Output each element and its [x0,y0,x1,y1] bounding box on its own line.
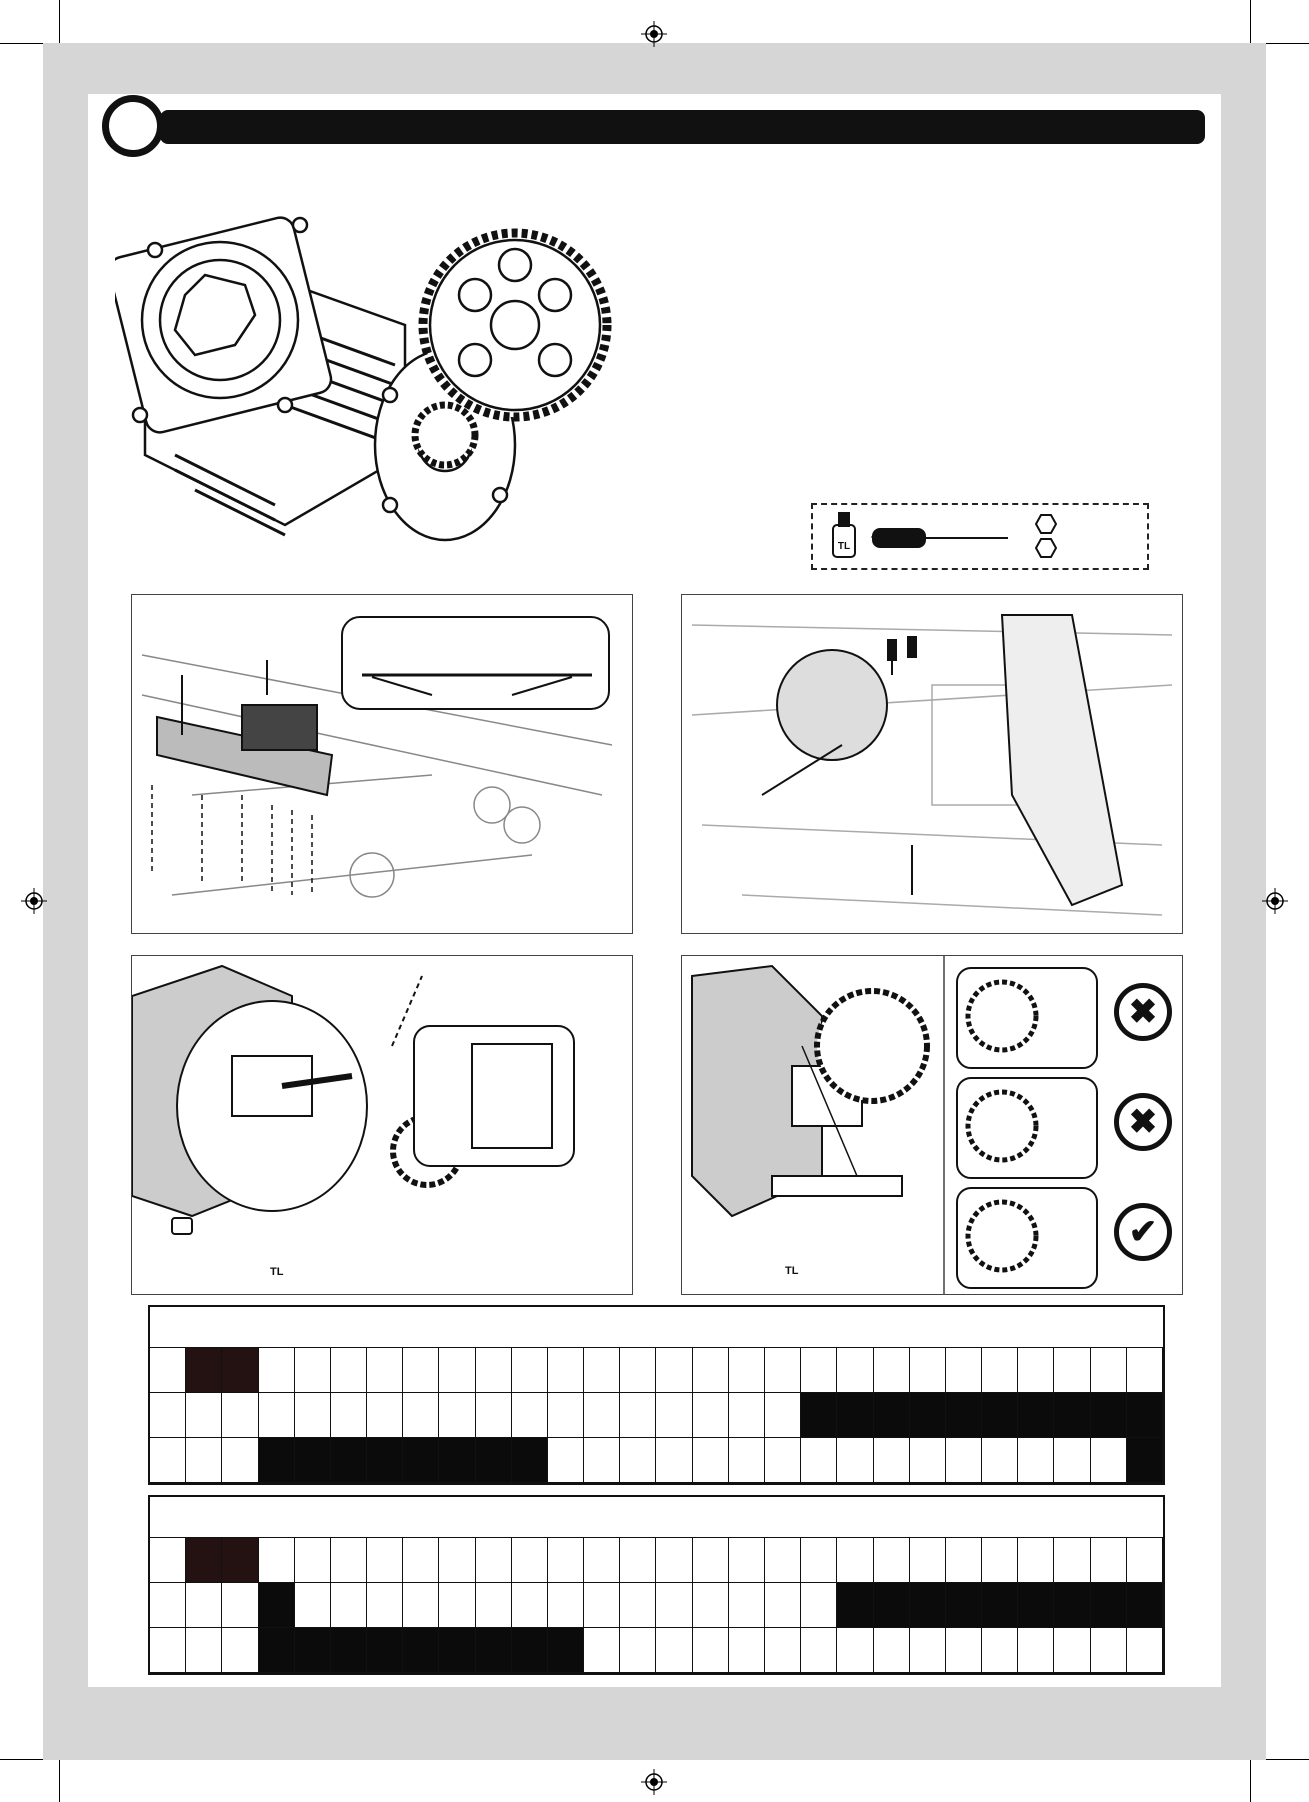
gear-table-cell [222,1628,258,1673]
gear-table-cell [403,1628,439,1673]
step-number-badge [102,95,164,157]
gear-table-cell [874,1348,910,1393]
gear-table-cell [1127,1583,1163,1628]
gear-table-cell [439,1628,475,1673]
gear-table-cell [476,1538,512,1583]
crop-mark [1266,43,1309,44]
gear-table-cell [620,1538,656,1583]
gear-table-cell [476,1438,512,1483]
gear-table-cell [512,1438,548,1483]
gear-table-cell [1018,1538,1054,1583]
gear-table-cell [186,1628,222,1673]
gear-table-cell [801,1628,837,1673]
gear-table-cell [331,1348,367,1393]
gear-table-cell [548,1348,584,1393]
gear-table-cell [729,1583,765,1628]
gear-table-cell [656,1393,692,1438]
registration-mark-icon [21,888,47,914]
gear-table-cell [693,1538,729,1583]
panel-set-gear-mesh [681,955,1183,1295]
threadlock-label: TL [837,541,851,552]
gear-table-cell [439,1538,475,1583]
gear-table-cell [1091,1348,1127,1393]
gear-table-cell [548,1583,584,1628]
gear-table-cell [1018,1348,1054,1393]
gear-table-cell [186,1438,222,1483]
gear-table-cell [295,1628,331,1673]
gear-table-cell [982,1538,1018,1583]
gear-table-cell [656,1583,692,1628]
gear-table-cell [1054,1628,1090,1673]
panel-remove-side-guard [131,594,633,934]
gear-table-cell [946,1538,982,1583]
crop-mark [0,43,43,44]
gear-table-cell [693,1438,729,1483]
gear-table-cell [1091,1583,1127,1628]
gear-table-cell [982,1438,1018,1483]
gear-table-cell [222,1583,258,1628]
gear-table-cell [837,1538,873,1583]
chassis-motor-mount-illustration [682,595,1183,934]
gear-table-cell [982,1393,1018,1438]
gear-table-cell [729,1438,765,1483]
gear-table-cell [186,1348,222,1393]
gear-table-cell [1018,1583,1054,1628]
gear-table-cell [150,1538,186,1583]
gear-table-cell [765,1628,801,1673]
mesh-check-symbol: ✔ [1128,1213,1158,1251]
gear-table-cell [259,1538,295,1583]
threadlock-label: TL [785,1265,799,1277]
gear-table-cell [295,1348,331,1393]
gear-table-cell [1091,1538,1127,1583]
gear-table-cell [620,1348,656,1393]
gear-table-cell [295,1393,331,1438]
mesh-incorrect-icon [1114,1093,1172,1151]
gear-table-cell [331,1628,367,1673]
gear-table-cell [982,1583,1018,1628]
gear-table-cell [693,1583,729,1628]
gear-table-cell [765,1393,801,1438]
gear-table-cell [367,1348,403,1393]
gear-table-cell [222,1393,258,1438]
gear-table-cell [548,1393,584,1438]
gear-table-cell [765,1438,801,1483]
gear-table-cell [150,1583,186,1628]
gear-table-cell [259,1628,295,1673]
gear-table-cell [729,1348,765,1393]
gear-table-cell [982,1628,1018,1673]
gear-table-cell [259,1348,295,1393]
gear-table-cell [295,1438,331,1483]
gear-table-cell [801,1348,837,1393]
gear-table-grid [150,1538,1163,1673]
gear-table-cell [150,1438,186,1483]
gear-table-cell [331,1438,367,1483]
gear-table-cell [1018,1393,1054,1438]
gear-table-cell [367,1538,403,1583]
gear-table-cell [620,1583,656,1628]
gear-table-cell [403,1538,439,1583]
gear-table-cell [512,1583,548,1628]
gear-table-cell [584,1583,620,1628]
gear-table-cell [439,1348,475,1393]
gear-table-cell [439,1438,475,1483]
gear-table-cell [946,1348,982,1393]
registration-mark-icon [641,21,667,47]
gear-table-cell [1054,1348,1090,1393]
step-header-bar [160,110,1205,144]
gear-table-cell [331,1393,367,1438]
gear-table-cell [476,1628,512,1673]
gear-table-cell [946,1583,982,1628]
gear-table-cell [693,1348,729,1393]
gear-table-cell [367,1438,403,1483]
gear-table-cell [874,1538,910,1583]
gear-table-cell [1127,1438,1163,1483]
gear-table-cell [693,1628,729,1673]
gear-table-title [150,1307,1163,1348]
gear-table-cell [729,1628,765,1673]
gear-table-cell [439,1583,475,1628]
gear-table-cell [910,1583,946,1628]
gear-table-cell [656,1348,692,1393]
gear-table-cell [331,1583,367,1628]
gear-table-cell [403,1393,439,1438]
gear-table-cell [910,1538,946,1583]
gear-table-cell [584,1538,620,1583]
gear-table-cell [584,1628,620,1673]
threadlock-label: TL [270,1266,284,1278]
registration-mark-icon [1262,888,1288,914]
gear-table-cell [512,1628,548,1673]
crop-mark [59,1760,60,1802]
gear-table-cell [1091,1393,1127,1438]
gear-table-cell [982,1348,1018,1393]
gear-table-cell [1018,1438,1054,1483]
gear-table-cell [1054,1538,1090,1583]
motor-assembly-illustration [115,205,630,575]
gear-table-cell [1127,1628,1163,1673]
gear-table-cell [222,1348,258,1393]
mesh-incorrect-icon [1114,983,1172,1041]
crop-mark [1250,0,1251,43]
gear-table-cell [1018,1628,1054,1673]
gear-table-cell [765,1348,801,1393]
gear-table-cell [837,1438,873,1483]
gear-table-cell [548,1438,584,1483]
gear-table-cell [403,1348,439,1393]
mesh-check-symbol: ✖ [1128,993,1158,1031]
gear-table-cell [1127,1393,1163,1438]
gear-table-cell [150,1348,186,1393]
gear-table-cell [367,1628,403,1673]
gear-table-cell [512,1348,548,1393]
gear-table-cell [584,1348,620,1393]
crop-mark [1266,1759,1309,1760]
gear-table-cell [620,1438,656,1483]
gear-table-cell [946,1393,982,1438]
crop-mark [1250,1760,1251,1802]
gear-table-cell [1091,1438,1127,1483]
gear-table-cell [837,1348,873,1393]
gear-table-cell [620,1393,656,1438]
gear-table-cell [512,1538,548,1583]
gear-table-cell [837,1393,873,1438]
gear-table-cell [295,1538,331,1583]
chassis-side-guard-illustration [132,595,633,934]
crop-mark [0,1759,43,1760]
gear-table-cell [403,1438,439,1483]
tools-illustration [813,505,1151,572]
gear-table-cell [1127,1348,1163,1393]
gear-table-cell [910,1393,946,1438]
gear-table-cell [1054,1438,1090,1483]
gear-table-cell [548,1538,584,1583]
gear-table-cell [910,1348,946,1393]
gear-table-cell [801,1538,837,1583]
gear-table-cell [656,1438,692,1483]
panel-install-pinion [131,955,633,1295]
gear-table-cell [186,1393,222,1438]
registration-mark-icon [641,1769,667,1795]
gear-table-cell [367,1393,403,1438]
gear-table-cell [1127,1538,1163,1583]
gear-table-cell [476,1393,512,1438]
gear-table-cell [837,1583,873,1628]
gear-table-cell [222,1538,258,1583]
gear-table-cell [584,1438,620,1483]
gear-table-cell [1054,1583,1090,1628]
gear-table-cell [801,1438,837,1483]
gear-table-cell [512,1393,548,1438]
crop-mark [59,0,60,43]
gear-table-cell [584,1393,620,1438]
gear-table-cell [186,1583,222,1628]
mesh-correct-icon [1114,1203,1172,1261]
gear-table-cell [729,1393,765,1438]
gear-table-cell [910,1628,946,1673]
gear-table-cell [1091,1628,1127,1673]
gear-table-title [150,1497,1163,1538]
gear-table-cell [656,1628,692,1673]
gear-table-grid [150,1348,1163,1483]
gear-table-cell [693,1393,729,1438]
gear-table-cell [729,1538,765,1583]
gear-ratio-table-1 [148,1305,1165,1485]
gear-table-cell [295,1583,331,1628]
required-tools-box [811,503,1149,570]
panel-remove-motor-screws [681,594,1183,934]
gear-table-cell [874,1628,910,1673]
gear-table-cell [367,1583,403,1628]
gear-table-cell [837,1628,873,1673]
gear-table-cell [801,1393,837,1438]
gear-table-cell [874,1393,910,1438]
gear-table-cell [259,1393,295,1438]
gear-table-cell [874,1583,910,1628]
gear-table-cell [656,1538,692,1583]
gear-table-cell [331,1538,367,1583]
gear-table-cell [801,1583,837,1628]
gear-table-cell [1054,1393,1090,1438]
gear-ratio-table-2 [148,1495,1165,1675]
gear-table-cell [620,1628,656,1673]
gear-table-cell [476,1583,512,1628]
gear-table-cell [765,1538,801,1583]
gear-table-cell [946,1628,982,1673]
gear-table-cell [259,1438,295,1483]
gear-table-cell [946,1438,982,1483]
gear-table-cell [910,1438,946,1483]
gear-table-cell [150,1628,186,1673]
gear-table-cell [403,1583,439,1628]
gear-table-cell [439,1393,475,1438]
gear-mesh-illustration [682,956,1183,1295]
gear-table-cell [874,1438,910,1483]
gear-table-cell [765,1583,801,1628]
mesh-check-symbol: ✖ [1128,1103,1158,1141]
gear-table-cell [150,1393,186,1438]
gear-table-cell [259,1583,295,1628]
gear-table-cell [476,1348,512,1393]
gear-table-cell [222,1438,258,1483]
gear-table-cell [186,1538,222,1583]
gear-table-cell [548,1628,584,1673]
pinion-install-illustration [132,956,633,1295]
